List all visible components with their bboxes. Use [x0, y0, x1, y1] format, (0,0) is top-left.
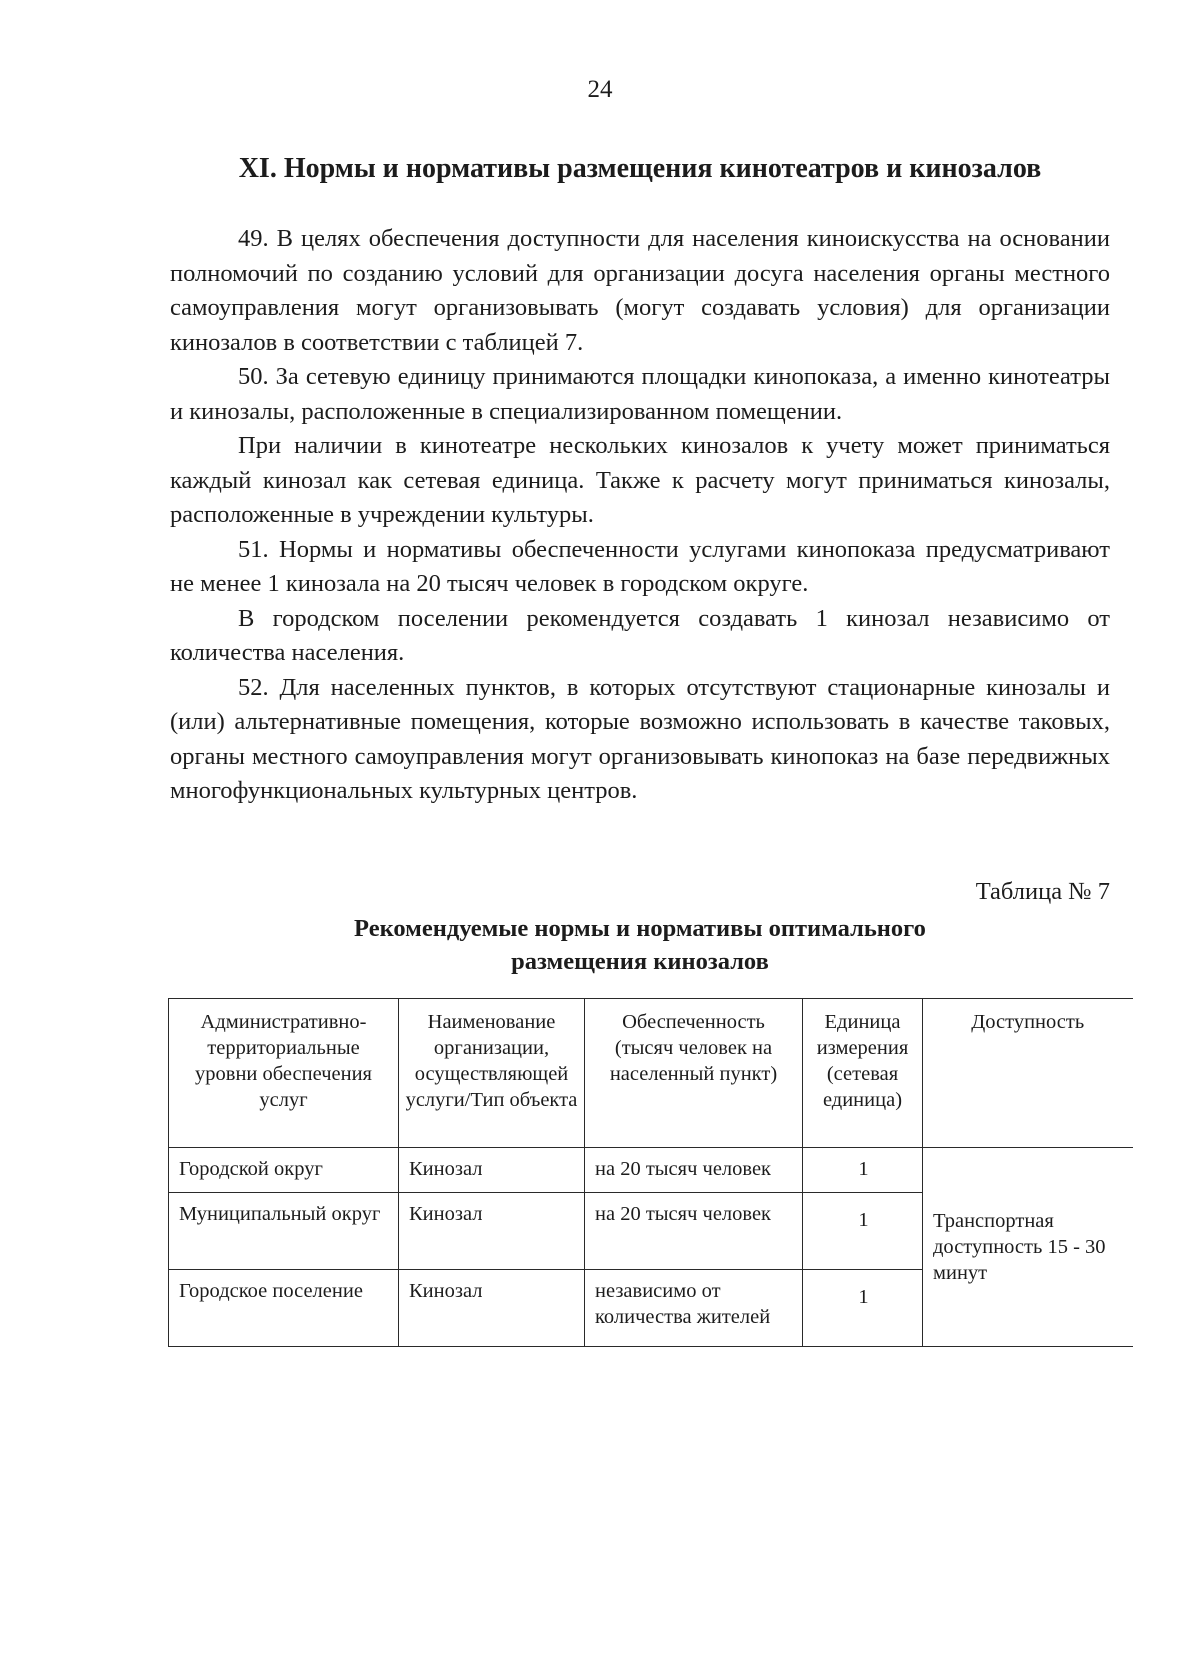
table-row — [169, 1148, 1133, 1193]
header-level: Административно-территориальные уровни обеспечения услуг — [169, 999, 399, 1148]
cell-unit: 1 — [803, 1270, 923, 1347]
cell-provision: на 20 тысяч человек — [585, 1193, 803, 1270]
cell-organization: Кинозал — [399, 1270, 585, 1347]
cell-unit: 1 — [803, 1193, 923, 1270]
table-label: Таблица № 7 — [975, 878, 1110, 905]
paragraph-52: 52. Для населенных пунктов, в которых отсутствуют стационарные кинозалы и (или) альтернативные помещения, которые возможно использовать в качестве таковых, органы местного самоуправления могут организовывать кинопоказ на базе передвижных многофункциональных культурных центров. — [170, 673, 1110, 804]
cell-unit: 1 — [803, 1148, 923, 1193]
header-provision: Обеспеченность (тысяч человек на населенный пункт) — [585, 999, 803, 1148]
paragraph-51-continued: В городском поселении рекомендуется создавать 1 кинозал независимо от количества населения. — [170, 604, 1110, 666]
cell-level: Городской округ — [169, 1148, 399, 1193]
cell-accessibility: Транспортная доступность 15 - 30 минут — [923, 1148, 1133, 1347]
norms-table — [168, 998, 1133, 1347]
header-accessibility: Доступность — [923, 999, 1133, 1148]
cell-organization: Кинозал — [399, 1193, 585, 1270]
cell-level: Городское поселение — [169, 1270, 399, 1347]
paragraph-50: 50. За сетевую единицу принимаются площадки кинопоказа, а именно кинотеатры и кинозалы, расположенные в специализированном помещении. — [170, 363, 1110, 425]
table-title-line-1: Рекомендуемые нормы и нормативы оптимального — [354, 915, 926, 942]
cell-provision: на 20 тысяч человек — [585, 1148, 803, 1193]
cell-level: Муниципальный округ — [169, 1193, 399, 1270]
table-title — [170, 912, 1110, 978]
paragraph-50-continued: При наличии в кинотеатре нескольких кинозалов к учету может приниматься каждый кинозал как сетевая единица. Также к расчету могут приниматься кинозалы, расположенные в учреждении культуры. — [170, 432, 1110, 528]
table-title-line-2: размещения кинозалов — [511, 948, 769, 975]
paragraph-49: 49. В целях обеспечения доступности для населения киноискусства на основании полномочий по созданию условий для организации досуга населения органы местного самоуправления могут организовывать (могут создавать условия) для организации кинозалов в соответствии с таблицей 7. — [170, 225, 1110, 356]
header-organization: Наименование организации, осуществляющей услуги/Тип объекта — [399, 999, 585, 1148]
cell-organization: Кинозал — [399, 1148, 585, 1193]
body-text — [170, 222, 1110, 809]
section-title: XI. Нормы и нормативы размещения кинотеатров и кинозалов — [238, 153, 1042, 184]
paragraph-51: 51. Нормы и нормативы обеспеченности услугами кинопоказа предусматривают не менее 1 кинозала на 20 тысяч человек в городском округе. — [170, 535, 1110, 597]
cell-provision: независимо от количества жителей — [585, 1270, 803, 1347]
header-unit: Единица измерения (сетевая единица) — [803, 999, 923, 1148]
page-number: 24 — [587, 76, 613, 103]
table-header-row — [169, 999, 1133, 1148]
